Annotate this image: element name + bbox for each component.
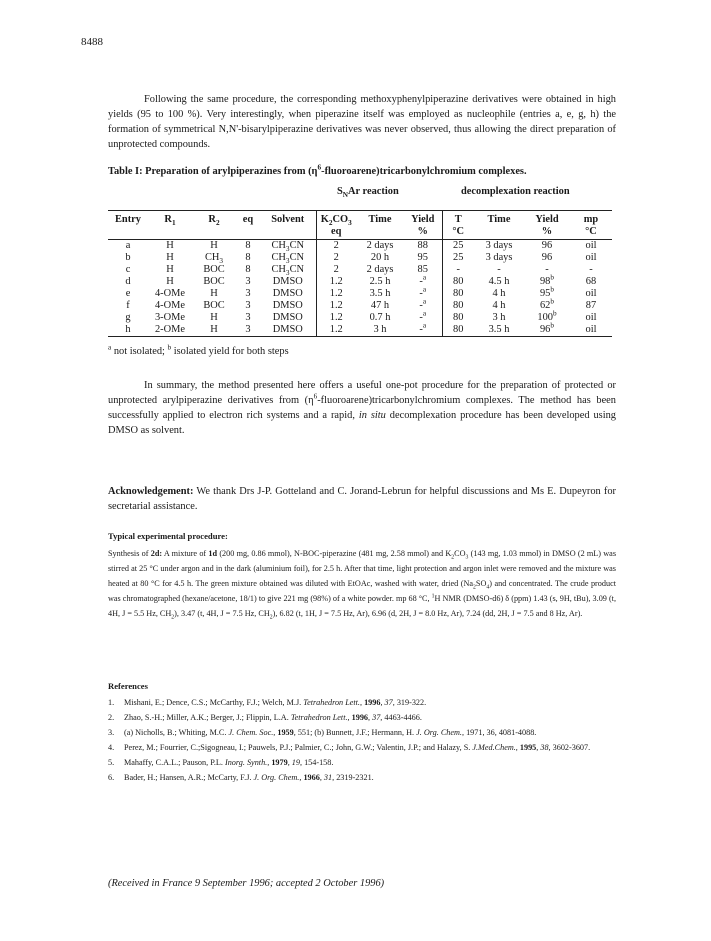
header-mp-unit: °C — [570, 226, 612, 240]
reference-item — [108, 710, 616, 725]
experimental-paragraph: Synthesis of 2d: A mixture of 1d (200 mg, 0.86 mmol), N-BOC-piperazine (481 mg, 2.58 mmol) and $K_2CO_3$ (143 mg, 1.03 mmol) in DMSO (2 mL) was stirred at 25 °C under argon and in the dark (aluminium foil), for 2.5 h. After that time, light protection and argon inlet were removed and the mixture was heated at 80 °C for 4.5 h. The green mixture obtained was diluted with EtOAc, washed with water, dried $(Na_2SO_4)$ and concentrated. The crude product was chromatographed (hexane/acetone, 18/1) to give 221 mg (98%) of a white powder. mp 68 °C, $^1$H NMR (DMSO-d6) δ (ppm) 1.43 (s, 9H, tBu), 3.09 (t, 4H, J = 5.5 Hz, $CH_2$), 3.47 (t, 4H, J = 7.5 Hz, $CH_2$), 6.82 (t, 1H, J = 7.5 Hz, Ar), 6.96 (d, 2H, J = 8.0 Hz, Ar), 7.24 (dd, 2H, J = 7.5 and 8 Hz, Ar). — [108, 549, 617, 621]
cell-t: 80 — [442, 276, 474, 288]
table-row — [108, 288, 612, 300]
cell-time: 3.5 h — [369, 288, 391, 299]
cell-mp: oil — [570, 324, 612, 337]
header-t-unit: °C — [442, 226, 474, 240]
cell-r1: 3-OMe — [154, 312, 185, 323]
cell-yield: 85 — [417, 264, 428, 275]
cell-yield: 95 — [417, 252, 428, 263]
cell-time: 20 h — [370, 252, 390, 263]
cell-mp: oil — [585, 240, 597, 251]
cell-eq: 3 — [236, 324, 260, 337]
cell-yield: -$^a$ — [419, 273, 427, 287]
cell-r2: BOC — [203, 300, 225, 311]
cell-k2co3: 2 — [316, 264, 356, 276]
cell-yield: -$^a$ — [404, 324, 442, 337]
references-list — [108, 695, 616, 785]
cell-entry: b — [125, 252, 131, 263]
cell-eq: 3 — [245, 276, 251, 287]
cell-mp: 87 — [585, 300, 597, 311]
cell-entry: h — [108, 324, 148, 337]
header-yield: Yield — [404, 211, 442, 227]
cell-r2: BOC — [203, 264, 225, 275]
acknowledgement-paragraph: Acknowledgement: We thank Drs J-P. Gotteland and C. Jorand-Lebrun for helpful discussions and Ms E. Dupeyron for secretarial assistance. — [108, 486, 616, 512]
cell-time2: 3 h — [492, 312, 506, 323]
summary-paragraph: In summary, the method presented here offers a useful one-pot procedure for the preparation of protected or unprotected arylpiperazine derivatives from $(\eta^6-fluoroarene)tricarbonylchromium$ complexes. The method has been successfully applied to electron rich systems and a rapid, in situ decomplexation procedure has been developed using DMSO as solvent. — [108, 380, 616, 436]
cell-k2co3: 1.2 — [316, 288, 356, 300]
cell-r2: BOC — [203, 276, 225, 287]
reference-number: 6. — [108, 773, 115, 782]
cell-solvent: DMSO — [272, 288, 303, 299]
cell-eq: 3 — [245, 300, 251, 311]
cell-eq: 3 — [245, 288, 251, 299]
table-row — [108, 300, 612, 312]
cell-solvent: DMSO — [272, 300, 303, 311]
table-caption: Table I: Preparation of arylpiperazines from $(\eta^6-fluoroarene)tricarbonylchromium$ complexes. — [108, 163, 527, 177]
cell-yield2: 96$^b$ — [524, 324, 570, 337]
header-r2: $R_2$ — [192, 211, 236, 227]
cell-yield2: - — [545, 264, 549, 275]
cell-yield2: 96 — [541, 240, 553, 251]
reference-text: Mahaffy, C.A.L.; Pauson, P.L. Inorg. Synth., 1979, 19, 154-158. — [124, 758, 334, 767]
cell-time: 2 days — [366, 240, 394, 251]
cell-t: 80 — [442, 312, 474, 324]
cell-t: - — [442, 264, 474, 276]
cell-r2: H — [210, 312, 218, 323]
table-group-snar: $S_NAr$ reaction — [337, 186, 399, 200]
cell-time2: 3.5 h — [474, 324, 524, 337]
table-row — [108, 264, 612, 276]
reference-text: Perez, M.; Fourrier, C.;Sigogneau, I.; Pauwels, P.J.; Palmier, C.; John, G.W.; Valentin, J.P.; and Halazy, S. J.Med.Chem., 1995, 38, 3602-3607. — [124, 743, 591, 752]
cell-entry: d — [125, 276, 131, 287]
cell-solvent: DMSO — [272, 276, 303, 287]
cell-t: 80 — [442, 300, 474, 312]
cell-yield2: 62$^b$ — [539, 297, 555, 311]
cell-solvent: $CH_3CN$ — [271, 240, 304, 254]
header-solvent: Solvent — [260, 211, 316, 227]
cell-r1: H — [166, 264, 174, 275]
cell-t: 25 — [442, 252, 474, 264]
cell-r1: H — [166, 252, 174, 263]
cell-t: 25 — [442, 240, 474, 253]
cell-eq: 8 — [245, 252, 251, 263]
cell-time2: 4 h — [492, 288, 506, 299]
reference-text: (a) Nicholls, B.; Whiting, M.C. J. Chem. Soc., 1959, 551; (b) Bunnett, J.F.; Hermann, H. J. Org. Chem., 1971, 36, 4081-4088. — [124, 728, 537, 737]
cell-solvent: DMSO — [272, 312, 303, 323]
cell-eq: 3 — [245, 312, 251, 323]
cell-yield2: 96 — [541, 252, 553, 263]
intro-paragraph: Following the same procedure, the corresponding methoxyphenylpiperazine derivatives were obtained in high yields (95 to 100 %). Very interestingly, when piperazine itself was employed as nucleophile (entries a, e, g, h) the formation of symmetrical N,N'-bisarylpiperazine derivatives was never observed, thus allowing the direct preparation of unprotected compounds. — [108, 94, 616, 150]
reference-text: Bader, H.; Hansen, A.R.; McCarty, F.J. J. Org. Chem., 1966, 31, 2319-2321. — [124, 773, 374, 782]
received-note: (Received in France 9 September 1996; accepted 2 October 1996) — [108, 878, 385, 889]
cell-entry: e — [125, 288, 131, 299]
table-group-decomplexation: decomplexation reaction — [461, 186, 570, 197]
header-entry: Entry — [108, 211, 148, 227]
reference-number: 2. — [108, 713, 115, 722]
header-k2co3: $K_2CO_3$ — [316, 211, 356, 227]
cell-yield2: 98$^b$ — [539, 273, 555, 287]
cell-eq: 8 — [245, 264, 251, 275]
cell-entry: g — [125, 312, 131, 323]
cell-time2: 4 h — [492, 300, 506, 311]
reference-item — [108, 695, 616, 710]
header-yield2: Yield — [524, 211, 570, 227]
cell-r1: H — [166, 276, 174, 287]
cell-yield2: 95$^b$ — [539, 285, 555, 299]
cell-entry: c — [125, 264, 131, 275]
cell-entry: f — [126, 300, 130, 311]
cell-mp: oil — [585, 252, 597, 263]
header-yield-unit: % — [404, 226, 442, 240]
cell-time2: - — [497, 264, 501, 275]
cell-entry: a — [125, 240, 131, 251]
cell-r1: H — [166, 240, 174, 251]
table-row — [108, 240, 612, 253]
cell-r2: $CH_3$ — [204, 252, 224, 266]
reference-item — [108, 755, 616, 770]
reference-item — [108, 725, 616, 740]
table-row — [108, 252, 612, 264]
header-yield2-unit: % — [524, 226, 570, 240]
table-row — [108, 312, 612, 324]
cell-r2: H — [210, 240, 218, 251]
reference-text: Mishani, E.; Dence, C.S.; McCarthy, F.J.; Welch, M.J. Tetrahedron Lett., 1996, 37, 319-322. — [124, 698, 427, 707]
table-row — [108, 276, 612, 288]
cell-mp: - — [589, 264, 593, 275]
header-mp: mp — [570, 211, 612, 227]
cell-r1: 2-OMe — [148, 324, 192, 337]
table-footnote: $^a$ not isolated; $^b$ isolated yield for both steps — [108, 343, 289, 357]
cell-k2co3: 1.2 — [316, 276, 356, 288]
cell-r2: H — [210, 288, 218, 299]
cell-t: 80 — [442, 288, 474, 300]
cell-time2: 3 days — [485, 252, 513, 263]
cell-yield: -$^a$ — [419, 285, 427, 299]
cell-time: 3 h — [356, 324, 404, 337]
cell-k2co3: 2 — [316, 252, 356, 264]
page-number: 8488 — [81, 36, 103, 48]
header-k2co3-unit: eq — [316, 226, 356, 240]
cell-time: 0.7 h — [369, 312, 391, 323]
cell-time: 47 h — [370, 300, 390, 311]
header-r1: $R_1$ — [148, 211, 192, 227]
cell-yield: -$^a$ — [419, 297, 427, 311]
cell-time: 2.5 h — [369, 276, 391, 287]
reference-number: 4. — [108, 743, 115, 752]
cell-time: 2 days — [366, 264, 394, 275]
table-row — [108, 324, 612, 337]
cell-yield: 88 — [417, 240, 428, 251]
cell-k2co3: 1.2 — [316, 312, 356, 324]
cell-k2co3: 2 — [316, 240, 356, 253]
reference-number: 3. — [108, 728, 115, 737]
cell-k2co3: 1.2 — [316, 324, 356, 337]
header-time2: Time — [474, 211, 524, 227]
cell-eq: 8 — [245, 240, 251, 251]
cell-mp: 68 — [585, 276, 597, 287]
header-eq: eq — [236, 211, 260, 227]
cell-mp: oil — [585, 312, 597, 323]
data-table — [108, 210, 612, 337]
cell-solvent: $CH_3CN$ — [271, 252, 304, 266]
reference-text: Zhao, S.-H.; Miller, A.K.; Berger, J.; Flippin, L.A. Tetrahedron Lett., 1996, 37, 4463-4466. — [124, 713, 422, 722]
cell-solvent: $CH_3CN$ — [271, 264, 304, 278]
reference-number: 1. — [108, 698, 115, 707]
reference-item — [108, 770, 616, 785]
experimental-heading: Typical experimental procedure: — [108, 531, 228, 541]
cell-r2: H — [192, 324, 236, 337]
cell-time2: 4.5 h — [488, 276, 510, 287]
cell-r1: 4-OMe — [154, 288, 185, 299]
cell-time2: 3 days — [485, 240, 513, 251]
cell-mp: oil — [585, 288, 597, 299]
reference-item — [108, 740, 616, 755]
reference-number: 5. — [108, 758, 115, 767]
header-t: T — [442, 211, 474, 227]
cell-r1: 4-OMe — [154, 300, 185, 311]
cell-t: 80 — [442, 324, 474, 337]
cell-solvent: DMSO — [260, 324, 316, 337]
header-time: Time — [356, 211, 404, 227]
cell-yield2: 100$^b$ — [537, 309, 557, 323]
references-heading: References — [108, 681, 148, 691]
cell-yield: -$^a$ — [419, 309, 427, 323]
cell-k2co3: 1.2 — [316, 300, 356, 312]
